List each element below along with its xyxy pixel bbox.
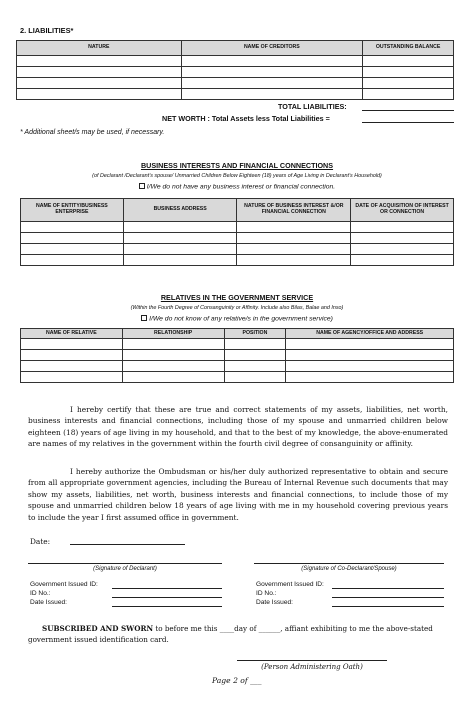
table-cell[interactable]: [122, 361, 224, 372]
table-cell[interactable]: [123, 244, 237, 255]
table-cell[interactable]: [351, 255, 454, 266]
business-subtitle: (of Declarant /Declarant’s spouse/ Unmarried Children Below Eighteen (18) years of Age Living in Declarant’s Household): [92, 173, 382, 179]
table-cell[interactable]: [17, 56, 182, 67]
table-cell[interactable]: [17, 67, 182, 78]
table-cell[interactable]: [363, 56, 454, 67]
table-cell[interactable]: [122, 339, 224, 350]
no-relatives-checkbox[interactable]: [141, 315, 147, 321]
no-business-checkbox[interactable]: [139, 183, 145, 189]
col-creditors: NAME OF CREDITORS: [181, 41, 363, 56]
col-nature: NATURE: [17, 41, 182, 56]
declarant-signature-line[interactable]: [28, 563, 222, 564]
oath-administrator-signature-line[interactable]: [237, 660, 387, 661]
table-row: [17, 89, 454, 100]
net-worth-field[interactable]: [362, 122, 454, 123]
col-relative-name: NAME OF RELATIVE: [21, 329, 123, 339]
table-row: [17, 78, 454, 89]
table-cell[interactable]: [21, 361, 123, 372]
table-cell[interactable]: [286, 372, 454, 383]
relatives-subtitle: (Within the Fourth Degree of Consanguinity or Affinity. Include also Bilas, Balae and Inso): [130, 305, 344, 311]
table-cell[interactable]: [21, 222, 124, 233]
table-row: [21, 255, 454, 266]
table-cell[interactable]: [17, 78, 182, 89]
table-row: [21, 361, 454, 372]
business-heading: BUSINESS INTERESTS AND FINANCIAL CONNECTIONS: [140, 161, 334, 170]
table-row: [17, 67, 454, 78]
codeclarant-gov-id-field[interactable]: [332, 588, 444, 589]
table-row: [21, 350, 454, 361]
table-cell[interactable]: [351, 233, 454, 244]
col-business-address: BUSINESS ADDRESS: [123, 199, 237, 222]
oath-administrator-caption: (Person Administering Oath): [261, 663, 363, 671]
col-balance: OUTSTANDING BALANCE: [363, 41, 454, 56]
net-worth-label: NET WORTH : Total Assets less Total Liabilities =: [162, 114, 330, 123]
table-cell[interactable]: [21, 339, 123, 350]
certification-paragraph: I hereby certify that these are true and correct statements of my assets, liabilities, net worth, business interests and financial connections, including those of my spouse and unmarried children below eighteen (18) years of age living in my household, and that to the best of my knowledge, the above-enumerated are names of my relatives in the government within the fourth civil degree of consanguinity or affinity.: [28, 405, 448, 449]
table-cell[interactable]: [237, 233, 351, 244]
codeclarant-gov-id-label: Government Issued ID:: [256, 581, 324, 588]
table-cell[interactable]: [181, 78, 363, 89]
business-table: [20, 198, 454, 266]
table-row: [21, 339, 454, 350]
table-cell[interactable]: [181, 67, 363, 78]
table-cell[interactable]: [123, 255, 237, 266]
page-number: Page 2 of ___: [212, 676, 262, 685]
table-row: [17, 56, 454, 67]
col-relationship: RELATIONSHIP: [122, 329, 224, 339]
table-cell[interactable]: [363, 67, 454, 78]
declarant-date-issued-label: Date Issued:: [30, 599, 68, 606]
table-cell[interactable]: [351, 222, 454, 233]
table-cell[interactable]: [123, 233, 237, 244]
col-nature-interest: NATURE OF BUSINESS INTEREST &/OR FINANCIAL CONNECTION: [237, 199, 351, 222]
codeclarant-date-issued-field[interactable]: [332, 606, 444, 607]
table-cell[interactable]: [181, 56, 363, 67]
table-cell[interactable]: [351, 244, 454, 255]
date-field[interactable]: [70, 544, 185, 545]
table-cell[interactable]: [237, 255, 351, 266]
col-date-acquisition: DATE OF ACQUISITION OF INTEREST OR CONNECTION: [351, 199, 454, 222]
table-cell[interactable]: [123, 222, 237, 233]
business-checkbox-row: [0, 183, 474, 191]
table-cell[interactable]: [286, 350, 454, 361]
table-cell[interactable]: [21, 372, 123, 383]
table-row: [21, 244, 454, 255]
relatives-heading: RELATIVES IN THE GOVERNMENT SERVICE: [160, 293, 314, 302]
table-cell[interactable]: [181, 89, 363, 100]
table-cell[interactable]: [224, 372, 286, 383]
date-label: Date:: [30, 537, 51, 546]
declarant-gov-id-field[interactable]: [112, 588, 222, 589]
table-row: [21, 233, 454, 244]
col-entity: NAME OF ENTITY/BUSINESS ENTERPRISE: [21, 199, 124, 222]
total-liabilities-label: TOTAL LIABILITIES:: [278, 102, 347, 111]
table-cell[interactable]: [122, 350, 224, 361]
total-liabilities-field[interactable]: [362, 110, 454, 111]
table-row: [21, 372, 454, 383]
table-cell[interactable]: [21, 244, 124, 255]
table-cell[interactable]: [21, 233, 124, 244]
declarant-signature-caption: (Signature of Declarant): [93, 566, 157, 572]
no-relatives-checkbox-label: I/We do not know of any relative/s in the government service): [149, 315, 333, 323]
codeclarant-signature-caption: (Signature of Co-Declarant/Spouse): [301, 566, 397, 572]
no-business-checkbox-label: I/We do not have any business interest or financial connection.: [146, 183, 336, 191]
oath-paragraph: [28, 623, 448, 645]
table-cell[interactable]: [286, 361, 454, 372]
table-cell[interactable]: [122, 372, 224, 383]
authorization-paragraph: I hereby authorize the Ombudsman or his/her duly authorized representative to obtain and secure from all appropriate government agencies, including the Bureau of Internal Revenue such documents that may show my assets, liabilities, net worth, business interests and financial connections, to include those of my spouse and unmarried children below 18 years of age living with me in my household covering previous years to include the year I first assumed office in government.: [28, 467, 448, 522]
table-cell[interactable]: [17, 89, 182, 100]
codeclarant-id-no-label: ID No.:: [256, 590, 277, 597]
table-cell[interactable]: [224, 361, 286, 372]
table-cell[interactable]: [363, 89, 454, 100]
declarant-gov-id-label: Government Issued ID:: [30, 581, 98, 588]
table-cell[interactable]: [21, 350, 123, 361]
declarant-date-issued-field[interactable]: [112, 606, 222, 607]
codeclarant-signature-line[interactable]: [254, 563, 444, 564]
table-cell[interactable]: [224, 339, 286, 350]
codeclarant-id-no-field[interactable]: [332, 597, 444, 598]
table-cell[interactable]: [237, 244, 351, 255]
col-agency: NAME OF AGENCY/OFFICE AND ADDRESS: [286, 329, 454, 339]
relatives-checkbox-row: [0, 315, 474, 323]
relatives-table: [20, 328, 454, 383]
declarant-id-no-field[interactable]: [112, 597, 222, 598]
table-cell[interactable]: [363, 78, 454, 89]
codeclarant-date-issued-label: Date Issued:: [256, 599, 294, 606]
declarant-id-no-label: ID No.:: [30, 590, 51, 597]
additional-sheet-note: * Additional sheet/s may be used, if necessary.: [20, 129, 165, 136]
liabilities-table: [16, 40, 454, 100]
oath-bold-text: SUBSCRIBED AND SWORN: [42, 624, 154, 633]
table-row: [21, 222, 454, 233]
table-cell[interactable]: [21, 255, 124, 266]
table-cell[interactable]: [224, 350, 286, 361]
oath-text: to before me this ____day of ______, affiant exhibiting to me the above-stated government issued identification card.: [28, 624, 433, 644]
table-cell[interactable]: [237, 222, 351, 233]
liabilities-heading: 2. LIABILITIES*: [20, 26, 74, 35]
col-position: POSITION: [224, 329, 286, 339]
table-cell[interactable]: [286, 339, 454, 350]
